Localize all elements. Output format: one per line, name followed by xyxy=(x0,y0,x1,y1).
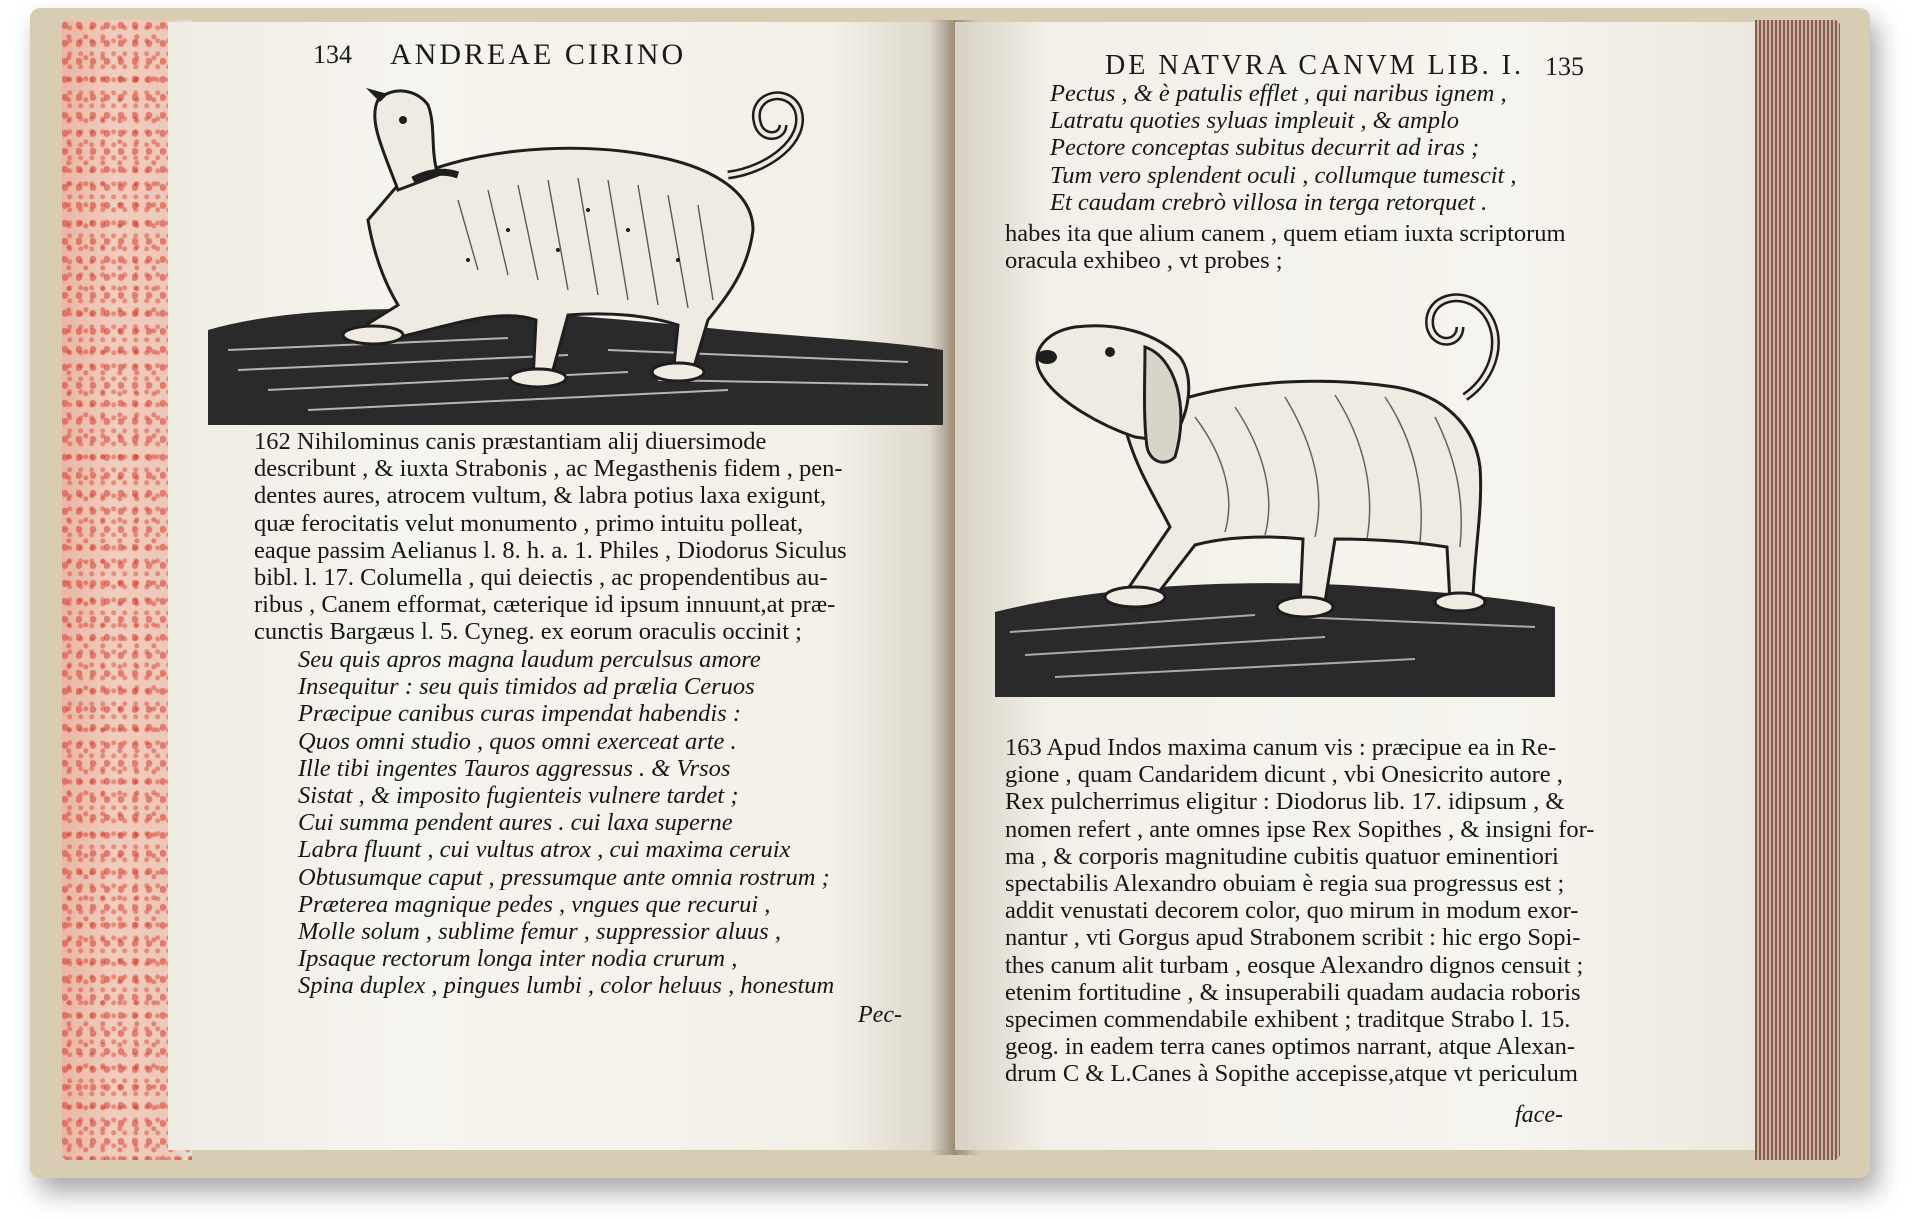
text-line: habes ita que alium canem , quem etiam iuxta scriptorum xyxy=(1005,220,1566,247)
text-line: thes canum alit turbam , eosque Alexandro dignos censuit ; xyxy=(1005,951,1584,979)
text-line: bibl. l. 17. Columella , qui deiectis , ac propendentibus au- xyxy=(254,564,828,592)
verse-line: Ipsaque rectorum longa inter nodia crurum , xyxy=(298,945,738,973)
verse-line: Spina duplex , pingues lumbi , color heluus , honestum xyxy=(298,972,835,1000)
text-line: addit venustati decorem color, quo mirum in modum exor- xyxy=(1005,897,1579,925)
right-verse xyxy=(1050,80,1517,216)
text-line: gione , quam Candaridem dicunt , vbi Onesicrito autore , xyxy=(1005,761,1563,789)
left-verse xyxy=(298,646,834,1000)
right-catchword: face- xyxy=(1515,1102,1563,1128)
text-line: 163 Apud Indos maxima canum vis : præcipue ea in Re- xyxy=(1005,734,1557,761)
right-page xyxy=(955,22,1755,1150)
text-line: quæ ferocitatis velut monumento , primo intuitu polleat, xyxy=(254,509,804,537)
right-folio: 135 xyxy=(1545,52,1584,81)
text-line: ma , & corporis magnitudine cubitis quatuor eminentiori xyxy=(1005,842,1559,870)
verse-line: Obtusumque caput , pressumque ante omnia rostrum ; xyxy=(298,863,830,891)
verse-line: Cui summa pendent aures . cui laxa superne xyxy=(298,809,733,837)
text-line: Rex pulcherrimus eligitur : Diodorus lib. 17. idipsum , & xyxy=(1005,788,1565,816)
left-paragraph xyxy=(254,428,847,646)
verse-line: Tum vero splendent oculi , collumque tumescit , xyxy=(1050,161,1517,189)
text-line: eaque passim Aelianus l. 8. h. a. 1. Philes , Diodorus Siculus xyxy=(254,536,847,564)
verse-line: Pectore conceptas subitus decurrit ad iras ; xyxy=(1050,134,1480,162)
verse-line: Latratu quoties syluas impleuit , & amplo xyxy=(1050,107,1460,135)
verse-line: Quos omni studio , quos omni exerceat arte . xyxy=(298,727,737,755)
text-line: nomen refert , ante omnes ipse Rex Sopithes , & insigni for- xyxy=(1005,815,1595,843)
text-line: 162 Nihilominus canis præstantiam alij diuersimode xyxy=(254,428,767,455)
text-line: oracula exhibeo , vt probes ; xyxy=(1005,247,1283,275)
page-block-edge xyxy=(1755,20,1840,1160)
right-paragraph xyxy=(1005,734,1594,1088)
right-intro xyxy=(1005,220,1566,274)
verse-line: Labra fluunt , cui vultus atrox , cui maxima ceruix xyxy=(298,836,791,864)
woodcut-dog-left xyxy=(208,80,943,425)
text-line: etenim fortitudine , & insuperabili quadam audacia roboris xyxy=(1005,978,1581,1006)
text-line: drum C & L.Canes à Sopithe accepisse,atque vt periculum xyxy=(1005,1060,1578,1088)
verse-line: Præterea magnique pedes , vngues que recurui , xyxy=(298,890,771,918)
text-line: describunt , & iuxta Strabonis , ac Megasthenis fidem , pen- xyxy=(254,455,843,483)
verse-line: Sistat , & imposito fugienteis vulnere tardet ; xyxy=(298,782,739,810)
text-line: geog. in eadem terra canes optimos narrant, atque Alexan- xyxy=(1005,1033,1576,1061)
text-line: specimen commendabile exhibent ; traditque Strabo l. 15. xyxy=(1005,1006,1571,1034)
verse-line: Insequitur : seu quis timidos ad prælia Ceruos xyxy=(298,673,755,701)
text-line: spectabilis Alexandro obuiam è regia sua progressus est ; xyxy=(1005,870,1565,898)
text-line: nantur , vti Gorgus apud Strabonem scribit : hic ergo Sopi- xyxy=(1005,924,1581,952)
verse-line: Seu quis apros magna laudum perculsus amore xyxy=(298,646,761,673)
text-line: cunctis Bargæus l. 5. Cyneg. ex eorum oraculis occinit ; xyxy=(254,618,802,646)
left-page xyxy=(168,22,948,1150)
verse-line: Molle solum , sublime femur , suppressior aluus , xyxy=(298,918,781,946)
woodcut-dog-right xyxy=(995,277,1555,697)
text-line: dentes aures, atrocem vultum, & labra potius laxa exigunt, xyxy=(254,482,827,510)
left-catchword: Pec- xyxy=(858,1002,902,1028)
left-running-head: ANDREAE CIRINO xyxy=(390,38,687,71)
verse-line: Præcipue canibus curas impendat habendis : xyxy=(298,700,741,728)
right-running-head: DE NATVRA CANVM LIB. I. xyxy=(1105,50,1524,81)
verse-line: Pectus , & è patulis efflet , qui naribus ignem , xyxy=(1050,80,1507,107)
text-line: ribus , Canem efformat, cæterique id ipsum innuunt,at præ- xyxy=(254,591,836,619)
verse-line: Ille tibi ingentes Tauros aggressus . & Vrsos xyxy=(298,754,731,782)
verse-line: Et caudam crebrò villosa in terga retorquet . xyxy=(1050,188,1488,216)
left-folio: 134 xyxy=(313,40,352,69)
